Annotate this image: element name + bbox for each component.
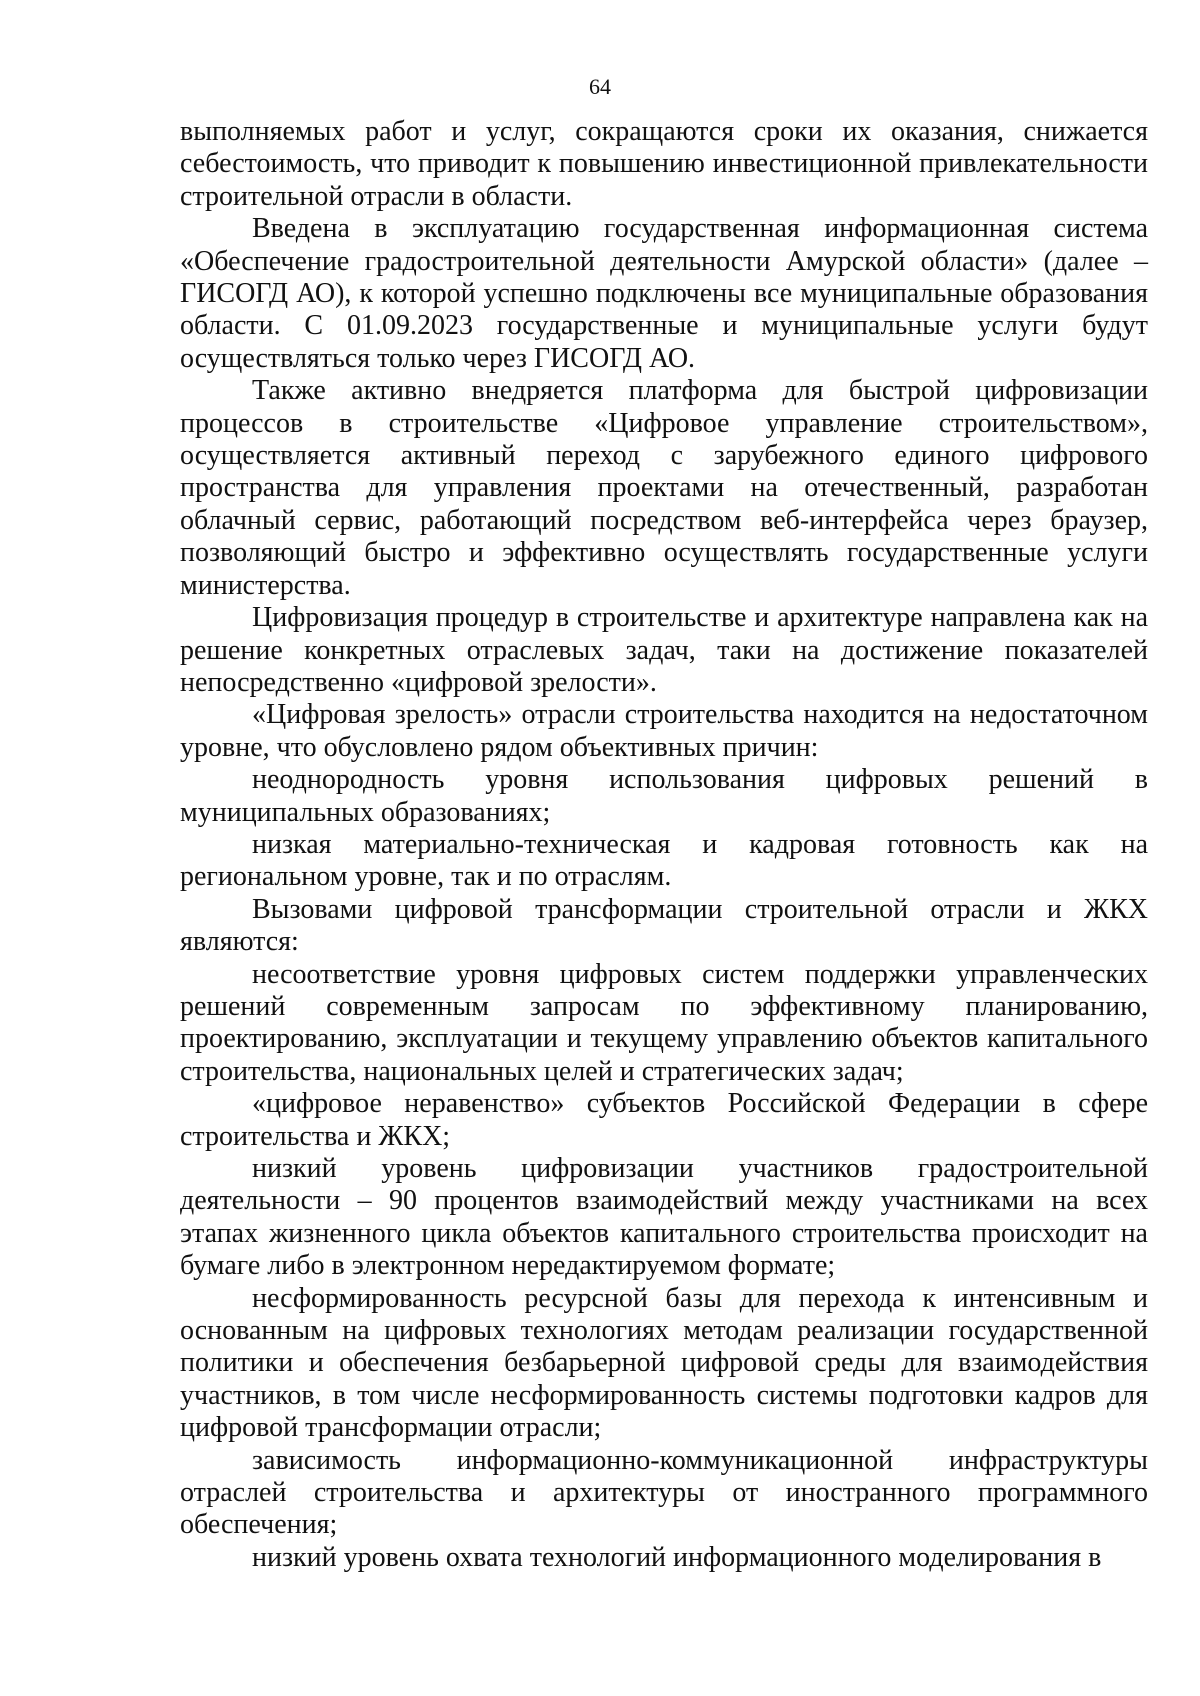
list-item: низкая материально-техническая и кадровая готовность как на региональном уровне, так и по отраслям. bbox=[180, 828, 1148, 893]
paragraph: Цифровизация процедур в строительстве и архитектуре направлена как на решение конкретных отраслевых задач, таки на достижение показателей непосредственно «цифровой зрелости». bbox=[180, 602, 1148, 698]
list-item: низкий уровень цифровизации участников градостроительной деятельности – 90 процентов взаимодействий между участниками на всех этапах жизненного цикла объектов капитального строительства происходит на бумаге либо в электронном нередактируемом формате; bbox=[180, 1153, 1148, 1282]
paragraph: Вызовами цифровой трансформации строительной отрасли и ЖКХ являются: bbox=[180, 893, 1148, 958]
paragraph: выполняемых работ и услуг, сокращаются сроки их оказания, снижается себестоимость, что приводит к повышению инвестиционной привлекательности строительной отрасли в области. bbox=[180, 116, 1148, 212]
paragraph: Введена в эксплуатацию государственная информационная система «Обеспечение градостроительной деятельности Амурской области» (далее – ГИСОГД АО), к которой успешно подключены все муниципальные образования области. С 01.09.2023 государственные и муниципальные услуги будут осуществляться только через ГИСОГД АО. bbox=[180, 213, 1148, 374]
document-body bbox=[180, 116, 1148, 1574]
paragraph: «Цифровая зрелость» отрасли строительства находится на недостаточном уровне, что обусловлено рядом объективных причин: bbox=[180, 699, 1148, 763]
list-item: неоднородность уровня использования цифровых решений в муниципальных образованиях; bbox=[180, 764, 1148, 828]
list-item: несформированность ресурсной базы для перехода к интенсивным и основанным на цифровых технологиях методам реализации государственной политики и обеспечения безбарьерной цифровой среды для взаимодействия участников, в том числе несформированность системы подготовки кадров для цифровой трансформации отрасли; bbox=[180, 1282, 1148, 1444]
list-item: несоответствие уровня цифровых систем поддержки управленческих решений современным запросам по эффективному планированию, проектированию, эксплуатации и текущему управлению объектов капитального строительства, национальных целей и стратегических задач; bbox=[180, 958, 1148, 1087]
page-number: 64 bbox=[589, 74, 611, 99]
list-item: зависимость информационно-коммуникационной инфраструктуры отраслей строительства и архитектуры от иностранного программного обеспечения; bbox=[180, 1444, 1148, 1541]
paragraph: Также активно внедряется платформа для быстрой цифровизации процессов в строительстве «Цифровое управление строительством», осуществляется активный переход с зарубежного единого цифрового пространства для управления проектами на отечественный, разработан облачный сервис, работающий посредством веб-интерфейса через браузер, позволяющий быстро и эффективно осуществлять государственные услуги министерства. bbox=[180, 375, 1148, 601]
list-item: «цифровое неравенство» субъектов Российской Федерации в сфере строительства и ЖКХ; bbox=[180, 1088, 1148, 1152]
list-item: низкий уровень охвата технологий информационного моделирования в bbox=[252, 1541, 1102, 1573]
